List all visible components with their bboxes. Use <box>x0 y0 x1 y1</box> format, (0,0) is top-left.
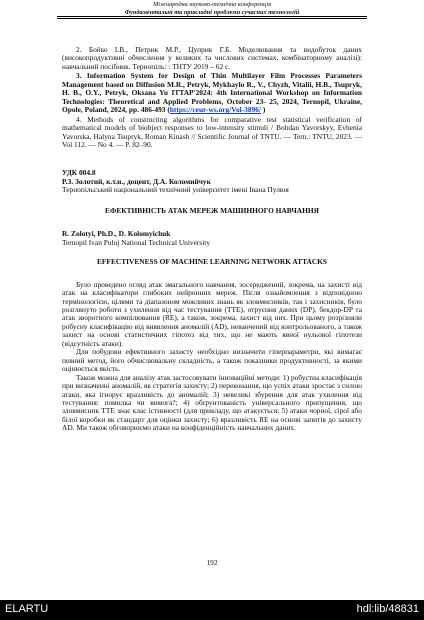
abstract-paragraph-1: Було проведено огляд атак змагального навчання, зосереджений, зокрема, на захисті від атак на класифікатори глибоких нейронних мереж. Після ознайомлення з відповідною термінологією, цілями та діапазоном можливих знань як зловмисників, так і захисників, було розглянуто роботи з ухилення від час тестування (TTE), отруєння даних (DP), бекдор-DP та атак зворотного компілювання (RE), а також, зокрема, захист від них. При цьому розрізняли робусну класифікацію від виявлення аномалій (AD), неванчений від контрольованого, а також захист на основі статистичних гіпотез від тих, що не мають явної нульової гіпотези (відсутність атаки). <box>62 279 362 348</box>
reference-3-link[interactable]: https://ceur-ws.org/Vol-3896/ <box>169 105 262 115</box>
conference-subtitle: Фундаментальні та прикладні проблеми сучасних технологій <box>124 8 300 16</box>
conference-name: Міжнародна науково-технічна конференція <box>152 1 272 8</box>
authors-uk: Р.З. Золотий, к.т.н., доцент, Д.А. Коломийчук <box>62 176 211 186</box>
repository-footer-bar <box>0 600 424 620</box>
handle-id: hdl:lib/48831 <box>356 603 419 615</box>
udk-code: УДК 004.8 <box>62 168 96 178</box>
organization-uk: Тернопільський національний технічний університет імені Івана Пулюя <box>62 185 289 195</box>
reference-3-end: ) <box>261 105 266 115</box>
header-rule <box>57 16 367 17</box>
article-title-en: EFFECTIVENESS OF MACHINE LEARNING NETWORK ATTACKS <box>96 257 328 267</box>
reference-4: 4. Methods of constructing algorithms for comparative test statistical verification of mathematical models of biobject responses to low-intensity stimuli / Bohdan Yavorskyy, Evhenia Yavorska, Halyna Tsupryk, Roman Kinash // Scientific Journal of TNTU. — Tern.: TNTU, 2023. — Vol 112. — No 4. — P. 82–90. <box>62 114 362 149</box>
page-content <box>62 46 362 433</box>
page-number: 192 <box>206 558 218 567</box>
reference-3 <box>62 72 362 114</box>
reference-3-text: 3. Information System for Design of Thin Multilayer Film Processes Parameters Management based on Diffusion M.R., Petryk, Mykhaylo R., V., Chyzh, Vitalii, H.B., Tsupryk, H. B., O.Y., Petryk, Oksana Yu ITTAP'2024: 4th International Workshop on Information Technologies: Theoretical and Applied Problems, October 23- 25, 2024, Ternopil, Ukraine, Opole, Poland, 2024, pp. 486-493 ( <box>62 71 362 115</box>
authors-en: R. Zolotyi, Ph.D., D. Kolomyichuk <box>62 229 171 239</box>
running-header <box>62 1 362 16</box>
article-title-uk: ЕФЕКТИВНІСТЬ АТАК МЕРЕЖ МАШИННОГО НАВЧАННЯ <box>105 205 319 215</box>
repository-name: ELARTU <box>5 603 49 615</box>
reference-2: 2. Бойко І.В., Петрик М.Р., Цуприк Г.Б. Моделювання та видобуток даних (високопродуктивні обчислення у великих та числових системах, комбінаторному аналізі): навчальний посібник. Тернопіль: : ТНТУ 2019 – 62 с. <box>62 45 362 71</box>
header-rule-thin <box>57 18 367 19</box>
abstract-paragraph-2: Для побудови ефективного захисту необхідно визначити гіперпараметри, які вимагає певний метод, його обчислювальну складність, а також показники продуктивності, за якими оцінюється якість. <box>62 347 362 374</box>
organization-en: Ternopil Ivan Puluj National Technical University <box>62 237 211 247</box>
abstract-paragraph-3: Також можна для аналізу атак застосовувати інноваційні методи: 1) робустна класифікація при визначенні аномалій, як стратегія захисту; 2) переконання, що успіх атаки зростає з силою атаки, яка ігнорує вразливість до аномалій; 3) невеликі збурення для атак ухилення від тестування: помилка чи вимога?; 4) обґрунтованість універсального припущення, що зловмисник TTE знає клас істинності (для прикладу, що атакується; 5) атаки чорної, сірої або білої коробки як стандарт для оцінки захисту; 6) вразливість RE на основі запитів до захисту AD. Ми також обговорюємо атаки на конфіденційність навчальних даних. <box>62 372 362 433</box>
